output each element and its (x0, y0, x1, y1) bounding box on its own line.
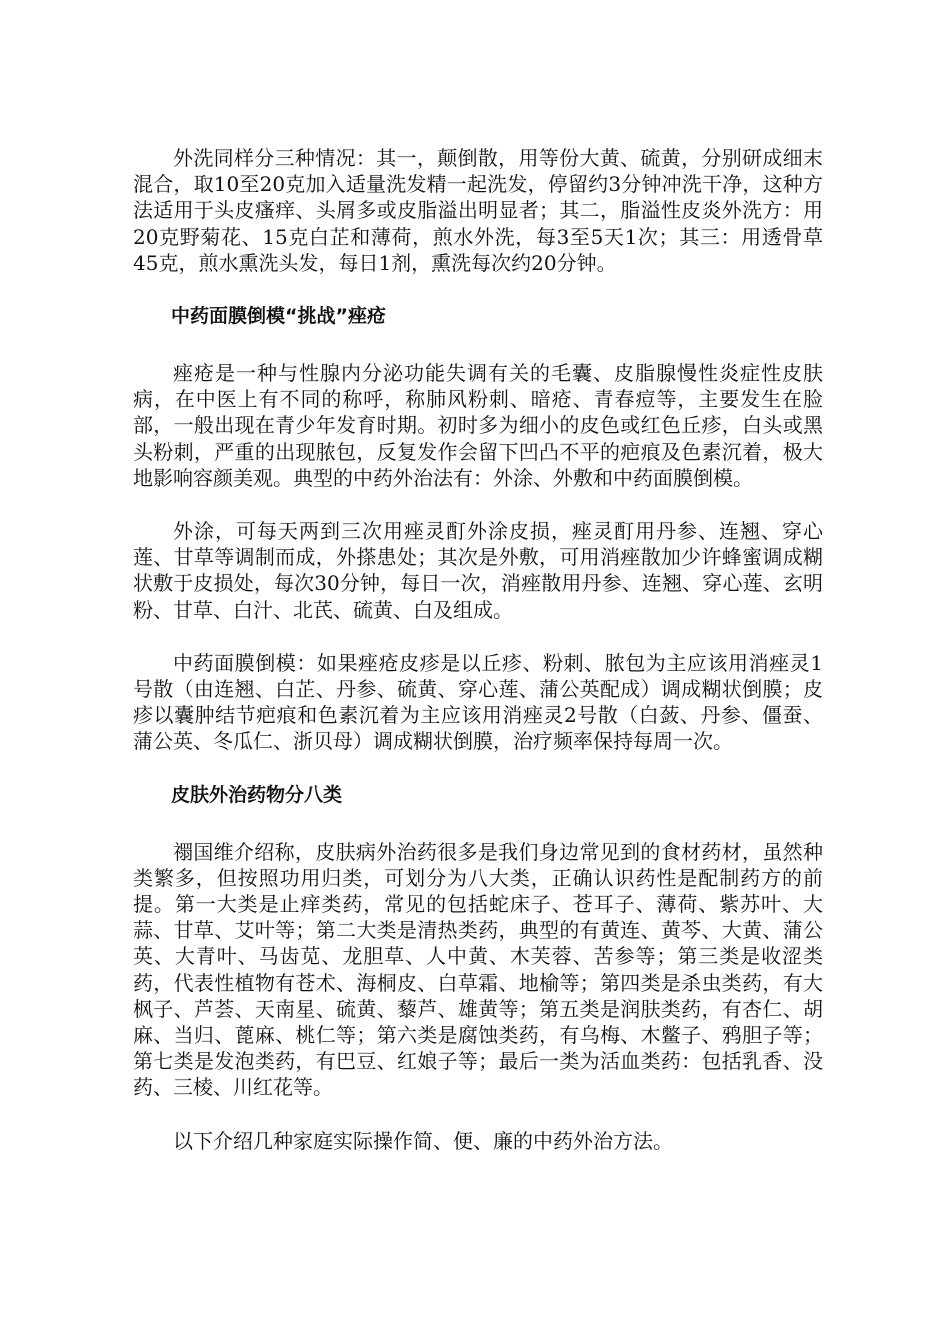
paragraph-acne-intro: 痤疮是一种与性腺内分泌功能失调有关的毛囊、皮脂腺慢性炎症性皮肤病，在中医上有不同的称呼，称肺风粉刺、暗疮、青春痘等，主要发生在脸部，一般出现在青少年发育时期。初时多为细小的皮色或红色丘疹，白头或黑头粉刺，严重的出现脓包，反复发作会留下凹凸不平的疤痕及色素沉着，极大地影响容颜美观。典型的中药外治法有：外涂、外敷和中药面膜倒模。 (133, 361, 823, 490)
document-page (133, 145, 823, 1181)
paragraph-mask-method: 中药面膜倒模：如果痤疮皮疹是以丘疹、粉刺、脓包为主应该用消痤灵1号散（由连翘、白芷、丹参、硫黄、穿心莲、蒲公英配成）调成糊状倒膜；皮疹以囊肿结节疤痕和色素沉着为主应该用消痤灵2号散（白蔹、丹参、僵蚕、蒲公英、冬瓜仁、浙贝母）调成糊状倒膜，治疗频率保持每周一次。 (133, 650, 823, 754)
heading-acne-mask: 中药面膜倒模“挑战”痤疮 (171, 305, 386, 328)
heading-eight-categories: 皮肤外治药物分八类 (171, 783, 343, 806)
paragraph-eight-categories: 禤国维介绍称，皮肤病外治药很多是我们身边常见到的食材药材，虽然种类繁多，但按照功用归类，可划分为八大类，正确认识药性是配制药方的前提。第一大类是止痒类药，常见的包括蛇床子、苍耳子、薄荷、紫苏叶、大蒜、甘草、艾叶等；第二大类是清热类药，典型的有黄连、黄芩、大黄、蒲公英、大青叶、马齿苋、龙胆草、人中黄、木芙蓉、苦参等；第三类是收涩类药，代表性植物有苍术、海桐皮、白草霜、地榆等；第四类是杀虫类药，有大枫子、芦荟、天南星、硫黄、藜芦、雄黄等；第五类是润肤类药，有杏仁、胡麻、当归、蓖麻、桃仁等；第六类是腐蚀类药，有乌梅、木鳖子、鸦胆子等；第七类是发泡类药，有巴豆、红娘子等；最后一类为活血类药：包括乳香、没药、三棱、川红花等。 (133, 839, 823, 1100)
paragraph-closing: 以下介绍几种家庭实际操作简、便、廉的中药外治方法。 (173, 1128, 673, 1153)
paragraph-topical-application: 外涂，可每天两到三次用痤灵酊外涂皮损，痤灵酊用丹参、连翘、穿心莲、甘草等调制而成，外搽患处；其次是外敷，可用消痤散加少许蜂蜜调成糊状敷于皮损处，每次30分钟，每日一次，消痤散用丹参、连翘、穿心莲、玄明粉、甘草、白汁、北芪、硫黄、白及组成。 (133, 519, 823, 622)
paragraph-external-wash: 外洗同样分三种情况：其一，颠倒散，用等份大黄、硫黄，分别研成细末混合，取10至20克加入适量洗发精一起洗发，停留约3分钟冲洗干净，这种方法适用于头皮瘙痒、头屑多或皮脂溢出明显者；其二，脂溢性皮炎外洗方：用20克野菊花、15克白芷和薄荷，煎水外洗，每3至5天1次；其三：用透骨草45克，煎水熏洗头发，每日1剂，熏洗每次约20分钟。 (133, 146, 823, 275)
